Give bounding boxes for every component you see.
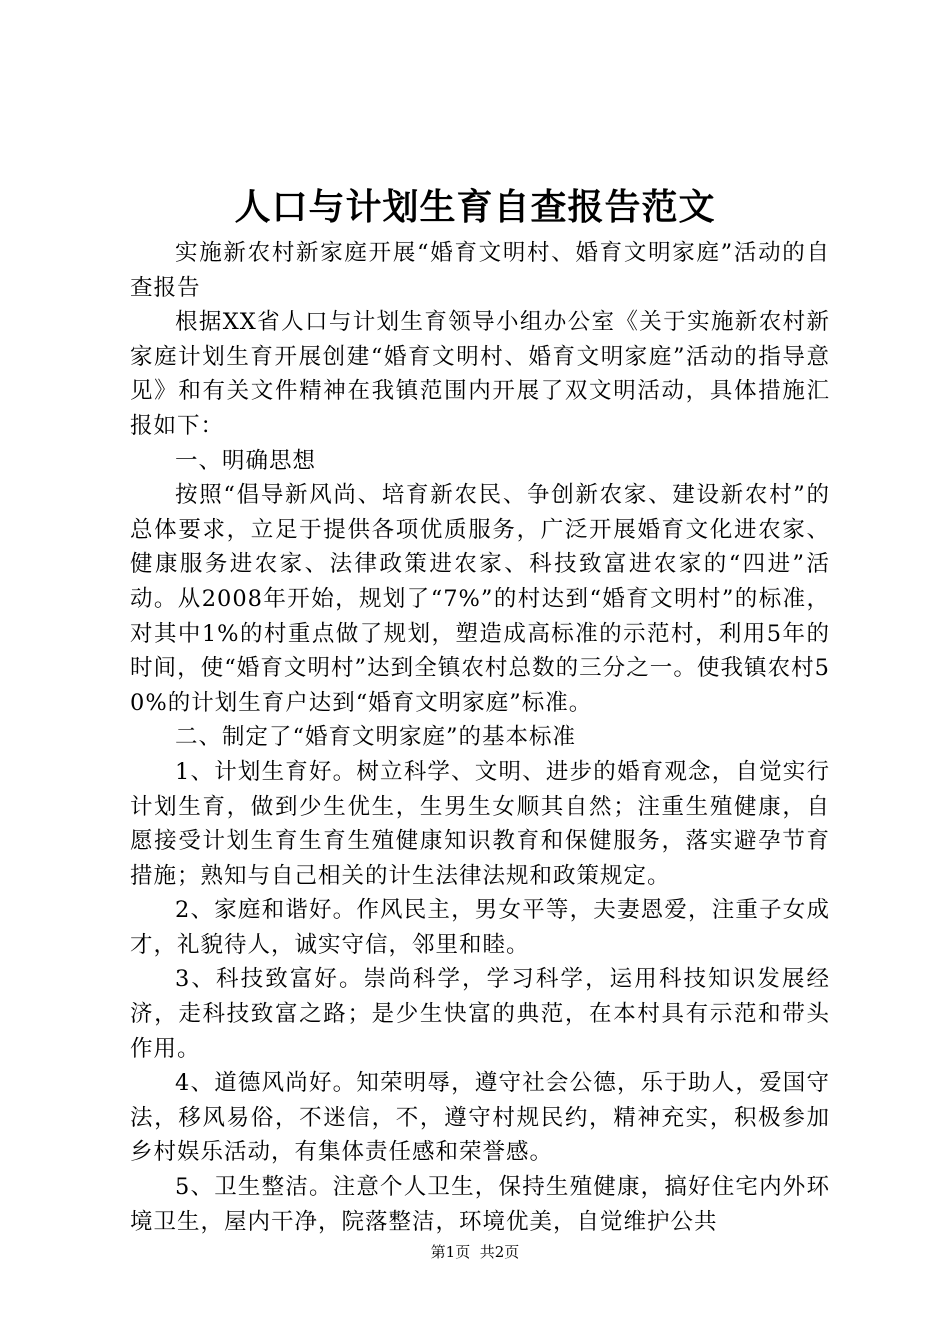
paragraph-item-4: 4、道德风尚好。知荣明辱，遵守社会公德，乐于助人，爱国守法，移风易俗，不迷信，不，遵守村规民约，精神充实，积极参加乡村娱乐活动，有集体责任感和荣誉感。	[130, 1070, 830, 1166]
document-title: 人口与计划生育自查报告范文	[234, 187, 716, 228]
paragraph-subtitle: 实施新农村新家庭开展“婚育文明村、婚育文明家庭”活动的自查报告	[130, 240, 830, 301]
document-body	[130, 236, 830, 1239]
page-number: 第1页	[430, 1243, 471, 1261]
paragraph-item-3: 3、科技致富好。崇尚科学，学习科学，运用科技知识发展经济，走科技致富之路；是少生快富的典范，在本村具有示范和带头作用。	[130, 966, 830, 1062]
paragraph-item-1: 1、计划生育好。树立科学、文明、进步的婚育观念，自觉实行计划生育，做到少生优生，生男生女顺其自然；注重生殖健康，自愿接受计划生育生育生殖健康知识教育和保健服务，落实避孕节育措施；熟知与自己相关的计生法律法规和政策规定。	[130, 758, 830, 889]
section-heading-2: 二、制定了“婚育文明家庭”的基本标准	[175, 724, 577, 751]
page-footer	[0, 1242, 950, 1262]
paragraph-item-5: 5、卫生整洁。注意个人卫生，保持生殖健康，搞好住宅内外环境卫生，屋内干净，院落整洁，环境优美，自觉维护公共	[130, 1174, 830, 1235]
page-total: 共2页	[479, 1243, 520, 1261]
paragraph-section-1: 按照“倡导新风尚、培育新农民、争创新农家、建设新农村”的总体要求，立足于提供各项优质服务，广泛开展婚育文化进农家、健康服务进农家、法律政策进农家、科技致富进农家的“四进”活动。从2008年开始，规划了“7%”的村达到“婚育文明村”的标准，对其中1%的村重点做了规划，塑造成高标准的示范村，利用5年的时间，使“婚育文明村”达到全镇农村总数的三分之一。使我镇农村50%的计划生育户达到“婚育文明家庭”标准。	[130, 482, 830, 716]
paragraph-intro: 根据XX省人口与计划生育领导小组办公室《关于实施新农村新家庭计划生育开展创建“婚育文明村、婚育文明家庭”活动的指导意见》和有关文件精神在我镇范围内开展了双文明活动，具体措施汇报如下：	[130, 309, 830, 439]
paragraph-item-2: 2、家庭和谐好。作风民主，男女平等，夫妻恩爱，注重子女成才，礼貌待人，诚实守信，邻里和睦。	[130, 897, 830, 958]
section-heading-1: 一、明确思想	[175, 447, 317, 474]
